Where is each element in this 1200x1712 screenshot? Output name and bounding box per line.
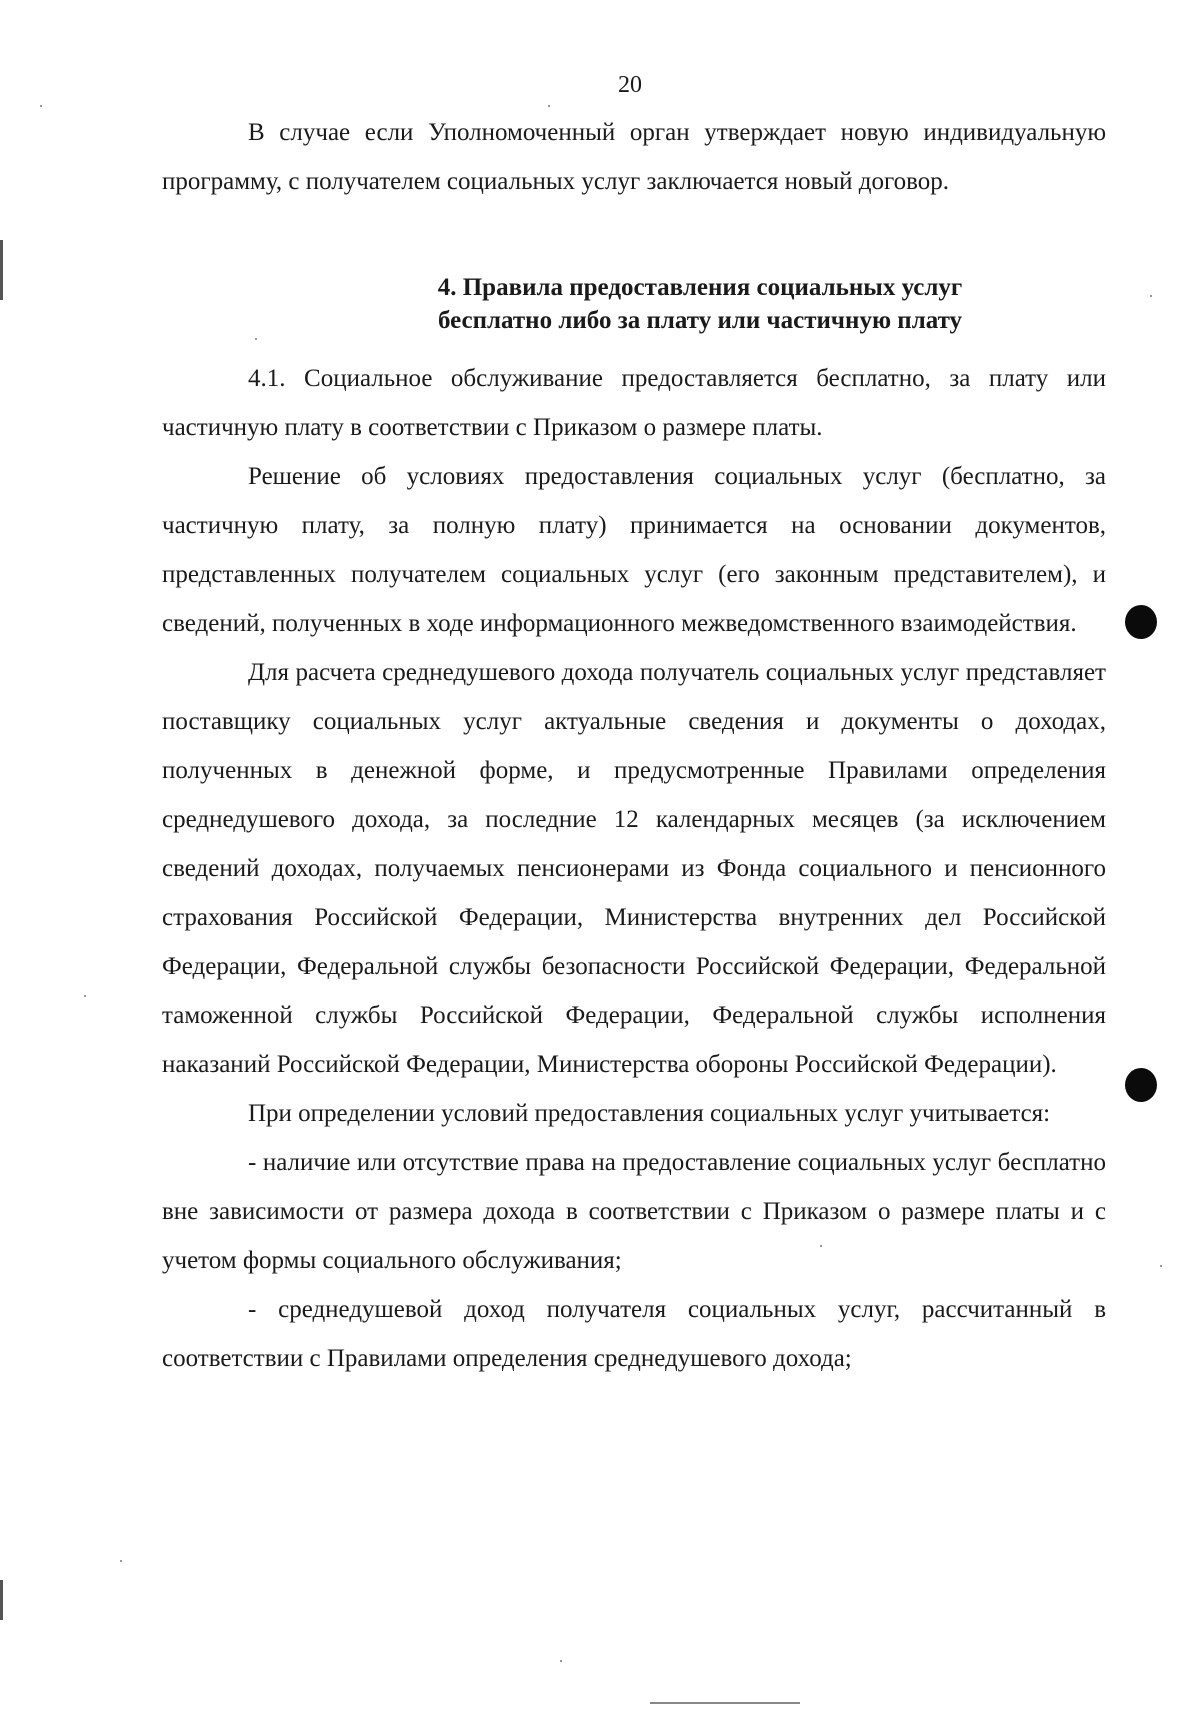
paragraph-income-calculation: Для расчета среднедушевого дохода получатель социальных услуг представляет поставщику социальных услуг актуальные сведения и документы о доходах, полученных в денежной форме, и предусмотренные Правилами определения среднедушевого дохода, за последние 12 календарных месяцев (за исключением сведений доходах, получаемых пенсионерами из Фонда социального и пенсионного страхования Российской Федерации, Министерства внутренних дел Российской Федерации, Федеральной службы безопасности Российской Федерации, Федеральной таможенной службы Российской Федерации, Федеральной службы исполнения наказаний Российской Федерации, Министерства обороны Российской Федерации). — [162, 659, 1106, 1078]
scan-speck — [84, 995, 86, 997]
scan-speck — [1160, 1265, 1162, 1267]
paragraph-new-contract: В случае если Уполномоченный орган утверждает новую индивидуальную программу, с получателем социальных услуг заключается новый договор. — [162, 119, 1106, 195]
scan-edge-mark — [0, 1580, 3, 1620]
punch-hole-lower — [1125, 1068, 1157, 1102]
scan-speck — [120, 1560, 122, 1562]
scan-edge-mark — [0, 240, 3, 300]
scan-bottom-edge — [650, 1702, 800, 1704]
scan-speck — [255, 338, 257, 340]
list-item: - наличие или отсутствие права на предоставление социальных услуг бесплатно вне зависимости от размера дохода в соответствии с Приказом о размере платы и с учетом формы социального обслуживания; — [162, 1149, 1106, 1274]
paragraph-conditions-intro: При определении условий предоставления социальных услуг учитывается: — [248, 1100, 1051, 1127]
paragraph-decision: Решение об условиях предоставления социальных услуг (бесплатно, за частичную плату, за полную плату) принимается на основании документов, представленных получателем социальных услуг (его законным представителем), и сведений, полученных в ходе информационного межведомственного взаимодействия. — [162, 463, 1106, 637]
section-heading-line-1: 4. Правила предоставления социальных услуг — [437, 274, 963, 301]
body-block — [162, 354, 1106, 1383]
page-number: 20 — [618, 72, 642, 98]
paragraph-4-1: 4.1. Социальное обслуживание предоставляется бесплатно, за плату или частичную плату в соответствии с Приказом о размере платы. — [162, 365, 1106, 441]
scan-speck — [820, 1245, 822, 1247]
scan-speck — [548, 105, 550, 107]
section-heading-line-2: бесплатно либо за плату или частичную плату — [437, 307, 963, 334]
punch-hole-upper — [1125, 605, 1157, 639]
intro-block — [162, 108, 1106, 206]
scan-speck — [1150, 295, 1152, 297]
section-heading — [160, 271, 1104, 337]
list-item: - среднедушевой доход получателя социальных услуг, рассчитанный в соответствии с Правилами определения среднедушевого дохода; — [162, 1296, 1106, 1372]
scan-speck — [40, 105, 42, 107]
scan-speck — [560, 1660, 562, 1662]
